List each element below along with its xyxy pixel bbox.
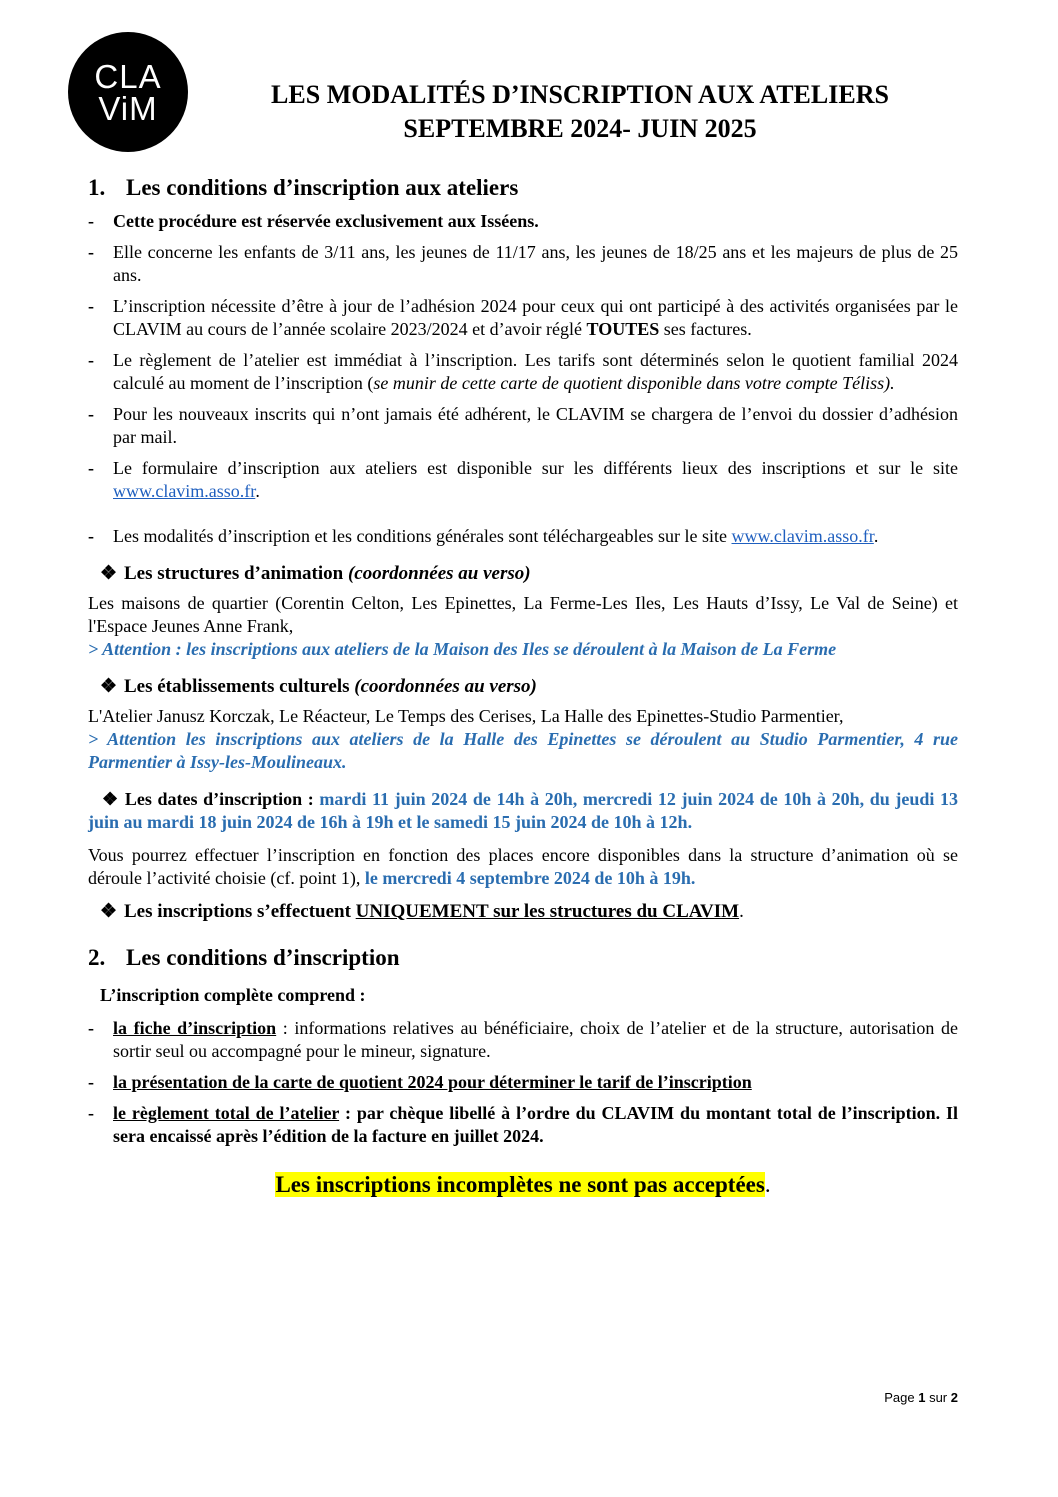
logo-text-bottom: ViM [98,90,158,127]
section1-item-7: - Les modalités d’inscription et les conditions générales sont téléchargeables sur le site www.clavim.asso.fr. [88,526,879,546]
website-link[interactable]: www.clavim.asso.fr [113,481,256,501]
section2-item-2: - la présentation de la carte de quotient 2024 pour déterminer le tarif de l’inscription [88,1072,752,1092]
section1-item-3: - L’inscription nécessite d’être à jour de l’adhésion 2024 pour ceux qui ont participé à des activités organisées par le CLAVIM au cours de l’année scolaire 2023/2024 et d’avoir réglé TOUTES ses factures. [88,296,958,339]
page-footer: Page 1 sur 2 [884,1390,958,1405]
section1-item-2: - Elle concerne les enfants de 3/11 ans, les jeunes de 11/17 ans, les jeunes de 18/25 ans et les majeurs de plus de 25 ans. [88,242,958,285]
document-body [88,172,958,1200]
diamond-bullet-icon: ❖ [100,901,118,922]
section1-item-5: - Pour les nouveaux inscrits qui n’ont jamais été adhérent, le CLAVIM se chargera de l’envoi du dossier d’adhésion par mail. [88,404,958,447]
diamond-bullet-icon: ❖ [102,789,120,809]
section2-item-3: - le règlement total de l’atelier : par chèque libellé à l’ordre du CLAVIM du montant total de l’inscription. Il sera encaissé après l’édition de la facture en juillet 2024. [88,1103,958,1146]
section1-item-1: - Cette procédure est réservée exclusivement aux Isséens. [88,211,539,231]
diamond-bullet-icon: ❖ [100,563,118,584]
structures-heading: ❖ Les structures d’animation (coordonnées au verso) [100,563,531,584]
logo-text-top: CLA [94,58,162,95]
dates-paragraph: ❖ Les dates d’inscription : mardi 11 juin 2024 de 14h à 20h, mercredi 12 juin 2024 de 10h à 20h, du jeudi 13 juin au mardi 18 juin 2024 de 16h à 19h et le samedi 15 juin 2024 de 10h à 12h. [88,789,958,832]
diamond-bullet-icon: ❖ [100,676,118,697]
section2-item-1: - la fiche d’inscription : informations relatives au bénéficiaire, choix de l’atelier et de la structure, autorisation de sortir seul ou accompagné pour le mineur, signature. [88,1018,958,1061]
structures-text: Les maisons de quartier (Corentin Celton, Les Epinettes, La Ferme-Les Iles, Les Hauts d’Issy, Le Val de Seine) et l'Espace Jeunes Anne Frank, [88,593,958,636]
website-link[interactable]: www.clavim.asso.fr [731,526,874,546]
section2-intro: L’inscription complète comprend : [100,985,366,1005]
only-clavim-line: ❖ Les inscriptions s’effectuent UNIQUEMENT sur les structures du CLAVIM. [100,901,744,922]
culturels-text: L'Atelier Janusz Korczak, Le Réacteur, Le Temps des Cerises, La Halle des Epinettes-Studio Parmentier, [88,706,844,726]
page-title-line2: SEPTEMBRE 2024- JUIN 2025 [403,114,757,143]
extra-paragraph: Vous pourrez effectuer l’inscription en fonction des places encore disponibles dans la structure d’animation où se déroule l’activité choisie (cf. point 1), le mercredi 4 septembre 2024 de 10h à 19h. [88,845,958,888]
section2-heading: 2. Les conditions d’inscription [88,945,400,970]
structures-attention: > Attention : les inscriptions aux ateliers de la Maison des Iles se déroulent à la Maison de La Ferme [88,639,837,659]
clavim-logo [68,32,188,152]
culturels-attention: > Attention les inscriptions aux ateliers de la Halle des Epinettes se déroulent au Studio Parmentier, 4 rue Parmentier à Issy-les-Moulineaux. [88,729,958,772]
section1-item-6: - Le formulaire d’inscription aux ateliers est disponible sur les différents lieux des inscriptions et sur le site www.clavim.asso.fr. [88,458,958,501]
incomplete-warning: Les inscriptions incomplètes ne sont pas acceptées. [275,1172,771,1197]
page-title-line1: LES MODALITÉS D’INSCRIPTION AUX ATELIERS [271,80,889,109]
culturels-heading: ❖ Les établissements culturels (coordonnées au verso) [100,676,537,697]
section1-heading: 1. Les conditions d’inscription aux ateliers [88,175,519,200]
section1-item-4: - Le règlement de l’atelier est immédiat à l’inscription. Les tarifs sont déterminés selon le quotient familial 2024 calculé au moment de l’inscription (se munir de cette carte de quotient disponible dans votre compte Téliss). [88,350,958,393]
